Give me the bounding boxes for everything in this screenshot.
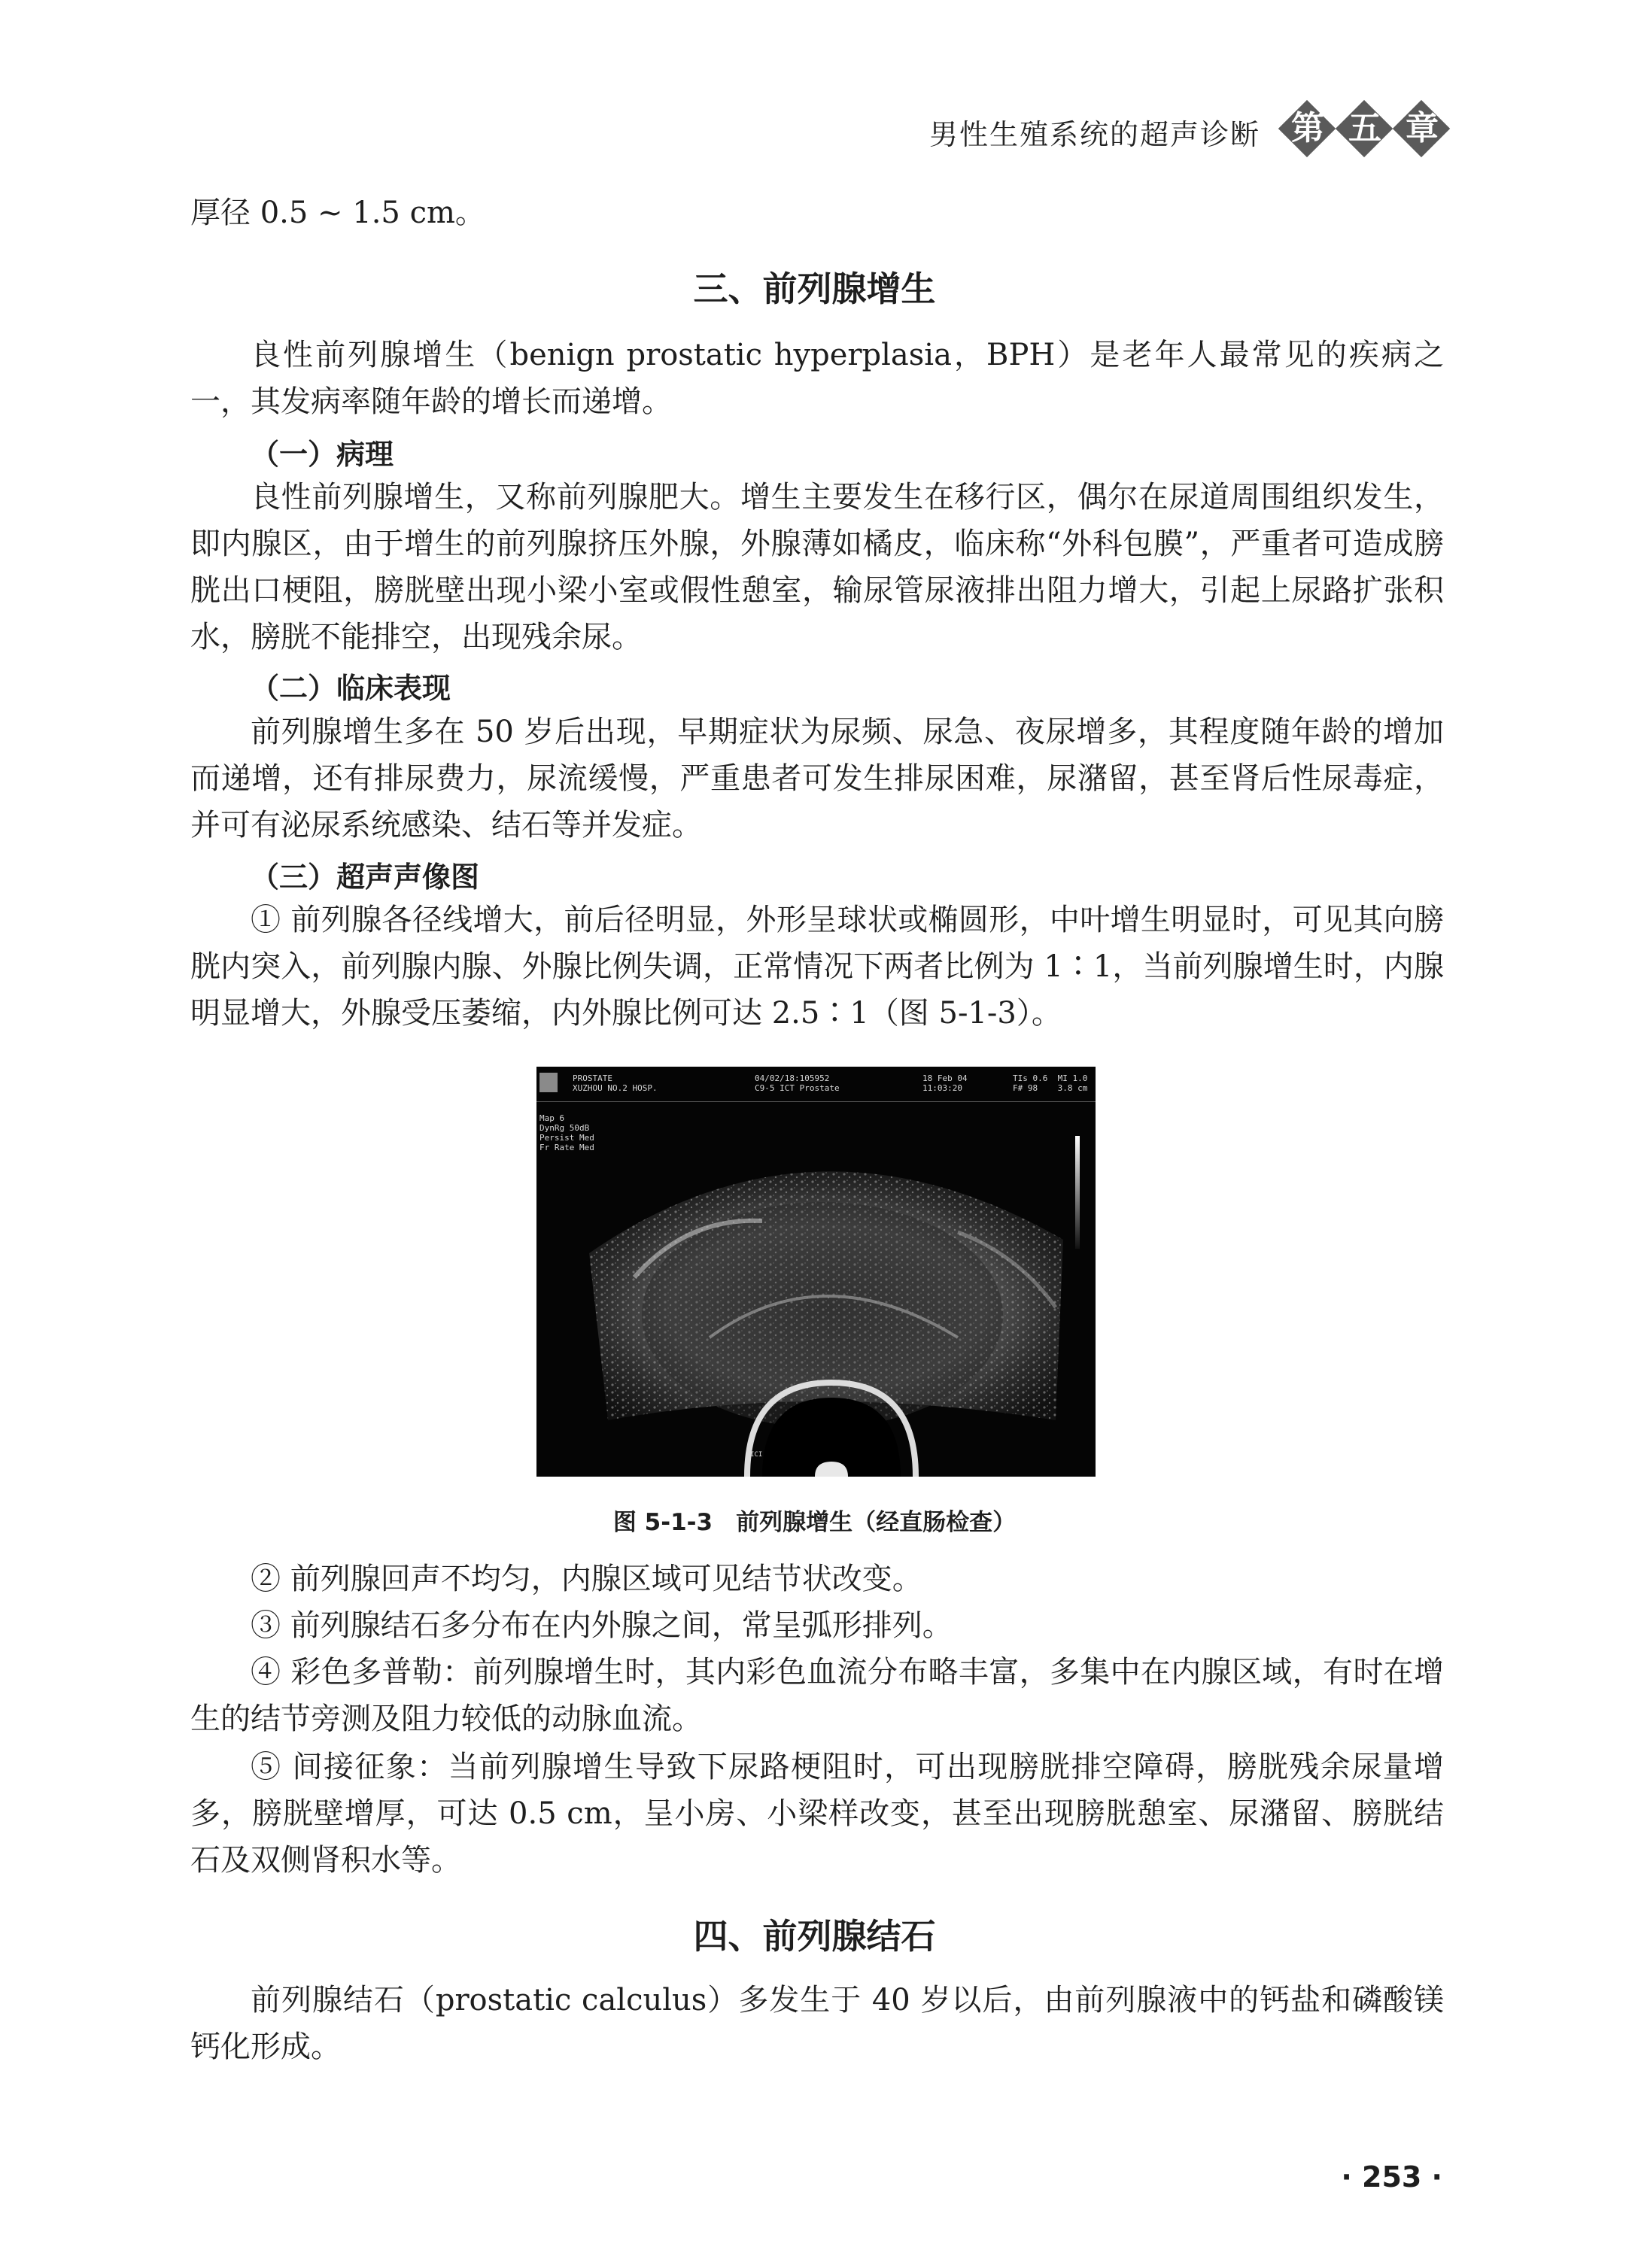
chapter-badge bbox=[1279, 99, 1452, 159]
section-heading-calculus: 四、前列腺结石 bbox=[693, 1916, 936, 1957]
ultrasound-item-3: ③ 前列腺结石多分布在内外腺之间，常呈弧形排列。 bbox=[251, 1608, 953, 1643]
page-number: · 253 · bbox=[1341, 2160, 1442, 2194]
pathology-text: 良性前列腺增生，又称前列腺肥大。增生主要发生在移行区，偶尔在尿道周围组织发生，即内腺区，由于增生的前列腺挤压外腺，外腺薄如橘皮，临床称“外科包膜”，严重者可造成膀胱出口梗阻，膀胱壁出现小梁小室或假性憩室，输尿管尿液排出阻力增大，引起上尿路扩张积水，膀胱不能排空，出现残余尿。 bbox=[190, 480, 1444, 654]
us-probe-label: ICI bbox=[750, 1451, 763, 1459]
ultrasound-item-5: ⑤ 间接征象：当前列腺增生导致下尿路梗阻时，可出现膀胱排空障碍，膀胱残余尿量增多，膀胱壁增厚，可达 0.5 cm，呈小房、小梁样改变，甚至出现膀胱憩室、尿潴留、膀胱结石及双侧肾积水等。 bbox=[190, 1750, 1444, 1878]
running-title: 男性生殖系统的超声诊断 bbox=[929, 118, 1261, 151]
continued-line: 厚径 0.5 ~ 1.5 cm。 bbox=[190, 196, 485, 230]
chapter-char-2: 五 bbox=[1348, 109, 1381, 147]
us-datetime: 18 Feb 04 11:03:20 bbox=[922, 1073, 968, 1093]
us-scan-sector bbox=[536, 1067, 1096, 1477]
ultrasound-item-4: ④ 彩色多普勒：前列腺增生时，其内彩色血流分布略丰富，多集中在内腺区域，有时在增生的结节旁测及阻力较低的动脉血流。 bbox=[190, 1655, 1444, 1736]
subheading-pathology: （一）病理 bbox=[251, 438, 394, 471]
us-settings: Map 6 DynRg 50dB Persist Med Fr Rate Med bbox=[539, 1113, 594, 1152]
chapter-char-3: 章 bbox=[1406, 109, 1439, 147]
chapter-char-1: 第 bbox=[1291, 109, 1324, 147]
ultrasound-item-2: ② 前列腺回声不均匀，内腺区域可见结节状改变。 bbox=[251, 1562, 922, 1596]
subheading-clinical: （二）临床表现 bbox=[251, 672, 451, 705]
subheading-ultrasound: （三）超声声像图 bbox=[251, 861, 480, 894]
grayscale-bar bbox=[1075, 1136, 1080, 1249]
ultrasound-item-1: ① 前列腺各径线增大，前后径明显，外形呈球状或椭圆形，中叶增生明显时，可见其向膀胱内突入，前列腺内腺、外腺比例失调，正常情况下两者比例为 1∶1，当前列腺增生时，内腺明显增大，外腺受压萎缩，内外腺比例可达 2.5∶1（图 5-1-3）。 bbox=[190, 903, 1444, 1031]
us-patient: PROSTATE XUZHOU NO.2 HOSP. bbox=[573, 1073, 658, 1093]
clinical-text: 前列腺增生多在 50 岁后出现，早期症状为尿频、尿急、夜尿增多，其程度随年龄的增加而递增，还有排尿费力，尿流缓慢，严重患者可发生排尿困难，尿潴留，甚至肾后性尿毒症，并可有泌尿系统感染、结石等并发症。 bbox=[190, 715, 1444, 843]
calculus-intro: 前列腺结石（prostatic calculus）多发生于 40 岁以后，由前列腺液中的钙盐和磷酸镁钙化形成。 bbox=[190, 1983, 1444, 2064]
us-study: 04/02/18:105952 C9-5 ICT Prostate bbox=[755, 1073, 840, 1093]
bph-intro: 良性前列腺增生（benign prostatic hyperplasia，BPH）是老年人最常见的疾病之一，其发病率随年龄的增长而递增。 bbox=[190, 338, 1444, 419]
us-params: TIs 0.6 MI 1.0 F# 98 3.8 cm bbox=[1013, 1073, 1088, 1093]
figure-caption: 图 5-1-3 前列腺增生（经直肠检查） bbox=[612, 1509, 1017, 1536]
ultrasound-image bbox=[536, 1067, 1096, 1477]
section-heading-bph: 三、前列腺增生 bbox=[693, 269, 936, 309]
